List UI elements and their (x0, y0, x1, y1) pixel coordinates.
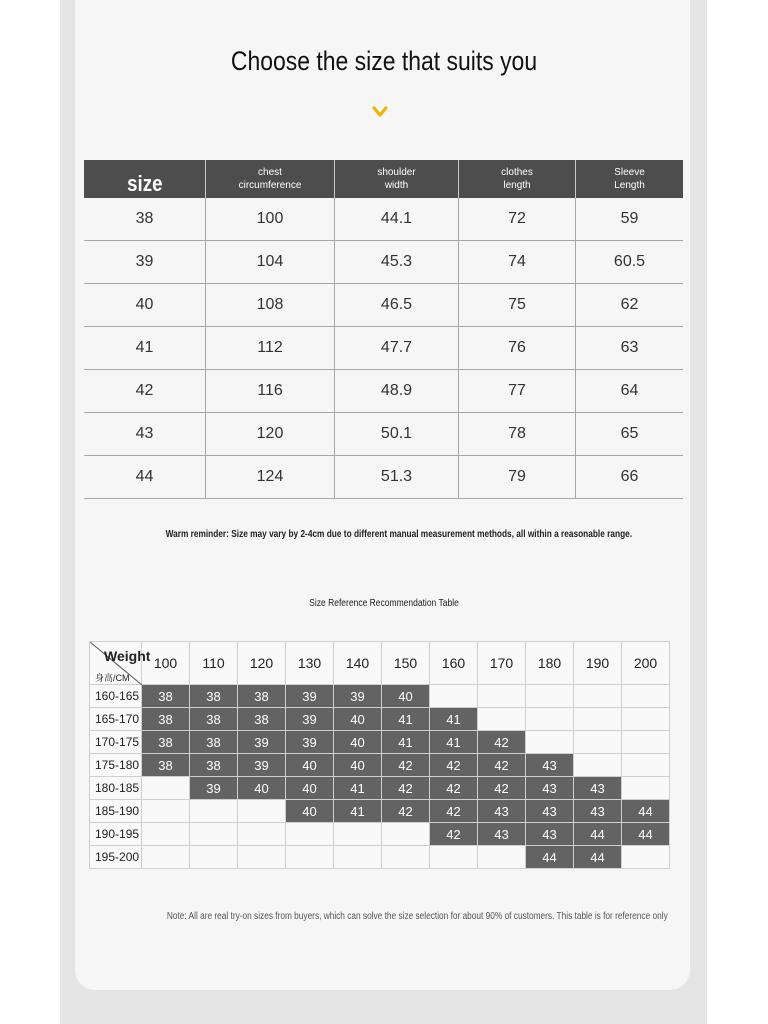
weight-header-cell: 110 (190, 642, 238, 685)
size-cell: 41 (430, 731, 478, 754)
size-cell: 41 (334, 777, 382, 800)
size-cell: 38 (142, 731, 190, 754)
size-cell: 40 (334, 731, 382, 754)
size-cell: 42 (430, 823, 478, 846)
size-cell (526, 731, 574, 754)
height-range-cell: 180-185 (90, 777, 142, 800)
size-cell: 40 (286, 754, 334, 777)
size-cell: 40 (286, 800, 334, 823)
height-range-cell: 170-175 (90, 731, 142, 754)
size-cell: 42 (430, 777, 478, 800)
table-row (90, 708, 670, 731)
size-cell (190, 846, 238, 869)
size-cell (382, 846, 430, 869)
size-cell (622, 846, 670, 869)
size-cell: 38 (142, 708, 190, 731)
size-cell (238, 823, 286, 846)
table-cell: 76 (459, 327, 576, 369)
table-cell: 46.5 (335, 284, 459, 326)
table-cell: 38 (84, 198, 206, 240)
table-cell: 104 (206, 241, 335, 283)
size-cell: 43 (478, 800, 526, 823)
table-cell: 44 (84, 456, 206, 498)
size-cell: 42 (478, 731, 526, 754)
table-cell: 63 (620, 339, 639, 356)
size-chart-header-cell (206, 160, 335, 198)
size-cell (142, 823, 190, 846)
table-cell: 108 (206, 284, 335, 326)
table-cell: 79 (459, 456, 576, 498)
size-cell: 41 (382, 731, 430, 754)
size-cell: 40 (286, 777, 334, 800)
size-cell: 39 (238, 754, 286, 777)
height-range-cell: 190-195 (90, 823, 142, 846)
header-text: Length (614, 180, 645, 191)
size-cell (430, 685, 478, 708)
table-cell: 42 (84, 370, 206, 412)
size-cell (238, 846, 286, 869)
table-row (84, 241, 683, 284)
size-cell: 42 (430, 800, 478, 823)
weight-label: Weight (104, 648, 151, 664)
size-cell (526, 685, 574, 708)
table-row (90, 846, 670, 869)
size-cell: 44 (526, 846, 574, 869)
header-text: chest (258, 167, 282, 178)
header-text: circumference (238, 180, 302, 191)
size-cell (574, 731, 622, 754)
height-range-cell: 185-190 (90, 800, 142, 823)
size-cell (574, 708, 622, 731)
size-reference-table (89, 641, 670, 869)
size-cell: 44 (622, 823, 670, 846)
size-cell: 38 (190, 754, 238, 777)
size-cell: 38 (190, 685, 238, 708)
footnote: Note: All are real try-on sizes from buyers, which can solve the size selection for about 90% of customers. This table is for reference only (166, 911, 668, 922)
size-cell: 43 (574, 777, 622, 800)
size-cell: 39 (190, 777, 238, 800)
table-cell: 74 (459, 241, 576, 283)
size-cell: 39 (334, 685, 382, 708)
weight-header-cell: 190 (574, 642, 622, 685)
table-cell: 59 (620, 210, 639, 227)
table-row (84, 413, 683, 456)
weight-header-cell: 200 (622, 642, 670, 685)
size-cell (622, 731, 670, 754)
size-chart-header-cell (576, 160, 683, 198)
table-cell: 66 (620, 468, 639, 485)
height-range-cell: 175-180 (90, 754, 142, 777)
weight-header-cell: 140 (334, 642, 382, 685)
size-chart-header-cell (459, 160, 576, 198)
table-row (90, 800, 670, 823)
table-cell: 116 (206, 370, 335, 412)
size-cell: 38 (190, 731, 238, 754)
size-cell (190, 823, 238, 846)
header-text: size (126, 170, 163, 196)
size-cell (622, 754, 670, 777)
table-cell: 60.5 (613, 253, 646, 270)
table-row (90, 731, 670, 754)
header-text: width (384, 180, 409, 191)
size-cell: 38 (142, 754, 190, 777)
table-row (84, 456, 683, 499)
size-cell: 39 (286, 708, 334, 731)
size-cell (478, 685, 526, 708)
weight-header-cell: 100 (142, 642, 190, 685)
table-cell: 44.1 (335, 198, 459, 240)
size-cell: 42 (478, 777, 526, 800)
size-cell: 44 (622, 800, 670, 823)
size-cell (382, 823, 430, 846)
size-chart-table (84, 160, 683, 499)
size-cell (430, 846, 478, 869)
size-cell: 43 (526, 777, 574, 800)
table-cell: 124 (206, 456, 335, 498)
reference-table-title: Size Reference Recommendation Table (309, 598, 459, 609)
size-cell: 42 (430, 754, 478, 777)
size-cell: 40 (334, 708, 382, 731)
size-cell: 39 (286, 731, 334, 754)
size-cell (238, 800, 286, 823)
size-cell: 42 (382, 800, 430, 823)
reference-header-row (90, 642, 670, 685)
size-cell (574, 685, 622, 708)
table-row (90, 777, 670, 800)
table-cell: 78 (459, 413, 576, 455)
table-row (90, 685, 670, 708)
size-chart-header-cell (84, 160, 206, 198)
table-cell: 100 (206, 198, 335, 240)
table-cell: 112 (206, 327, 335, 369)
size-cell (286, 846, 334, 869)
size-cell: 38 (238, 708, 286, 731)
table-cell: 65 (620, 425, 639, 442)
size-cell (478, 846, 526, 869)
size-cell (190, 800, 238, 823)
size-cell: 43 (526, 823, 574, 846)
size-cell (334, 823, 382, 846)
size-cell (286, 823, 334, 846)
table-cell: 50.1 (335, 413, 459, 455)
size-cell: 40 (382, 685, 430, 708)
table-cell: 51.3 (335, 456, 459, 498)
weight-header-cell: 130 (286, 642, 334, 685)
size-cell: 39 (238, 731, 286, 754)
size-cell (622, 685, 670, 708)
size-cell: 41 (430, 708, 478, 731)
table-row (90, 823, 670, 846)
table-row (90, 754, 670, 777)
table-cell: 48.9 (335, 370, 459, 412)
table-row (84, 198, 683, 241)
size-cell: 44 (574, 823, 622, 846)
size-cell (142, 777, 190, 800)
table-cell: 45.3 (335, 241, 459, 283)
table-cell: 72 (459, 198, 576, 240)
header-text: Sleeve (614, 167, 645, 178)
size-cell: 41 (334, 800, 382, 823)
size-cell: 39 (286, 685, 334, 708)
table-row (84, 284, 683, 327)
table-cell: 120 (206, 413, 335, 455)
table-row (84, 370, 683, 413)
size-cell (526, 708, 574, 731)
weight-header-cell: 170 (478, 642, 526, 685)
table-cell: 75 (459, 284, 576, 326)
corner-cell (90, 642, 151, 685)
table-cell: 43 (84, 413, 206, 455)
size-cell (334, 846, 382, 869)
size-cell (142, 800, 190, 823)
size-cell: 44 (574, 846, 622, 869)
table-cell: 40 (84, 284, 206, 326)
weight-header-cell: 160 (430, 642, 478, 685)
weight-header-cell: 120 (238, 642, 286, 685)
warm-reminder: Warm reminder: Size may vary by 2-4cm due to different manual measurement methods, all within a reasonable range. (165, 529, 633, 540)
page-title: Choose the size that suits you (230, 46, 538, 76)
table-cell: 64 (620, 382, 639, 399)
size-cell (478, 708, 526, 731)
size-cell (142, 846, 190, 869)
size-cell: 40 (334, 754, 382, 777)
size-cell (622, 708, 670, 731)
size-cell: 38 (142, 685, 190, 708)
height-label: 身高/CM (95, 673, 130, 683)
table-cell: 47.7 (335, 327, 459, 369)
size-cell (622, 777, 670, 800)
size-cell: 38 (190, 708, 238, 731)
size-cell (574, 754, 622, 777)
size-cell: 42 (382, 754, 430, 777)
size-cell: 41 (382, 708, 430, 731)
size-cell: 40 (238, 777, 286, 800)
size-cell: 42 (382, 777, 430, 800)
table-row (84, 327, 683, 370)
size-cell: 43 (526, 800, 574, 823)
header-text: shoulder (377, 167, 416, 178)
size-cell: 43 (478, 823, 526, 846)
weight-header-cell: 150 (382, 642, 430, 685)
chevron-down-icon (372, 106, 388, 118)
table-cell: 77 (459, 370, 576, 412)
header-text: length (503, 180, 531, 191)
size-cell: 43 (574, 800, 622, 823)
table-cell: 62 (620, 296, 639, 313)
size-cell: 38 (238, 685, 286, 708)
height-range-cell: 165-170 (90, 708, 142, 731)
header-text: clothes (501, 167, 533, 178)
table-cell: 39 (84, 241, 206, 283)
size-chart-header (84, 160, 683, 198)
size-cell: 42 (478, 754, 526, 777)
table-cell: 41 (84, 327, 206, 369)
weight-header-cell: 180 (526, 642, 574, 685)
size-cell: 43 (526, 754, 574, 777)
height-range-cell: 195-200 (90, 846, 142, 869)
size-chart-header-cell (335, 160, 459, 198)
height-range-cell: 160-165 (90, 685, 142, 708)
